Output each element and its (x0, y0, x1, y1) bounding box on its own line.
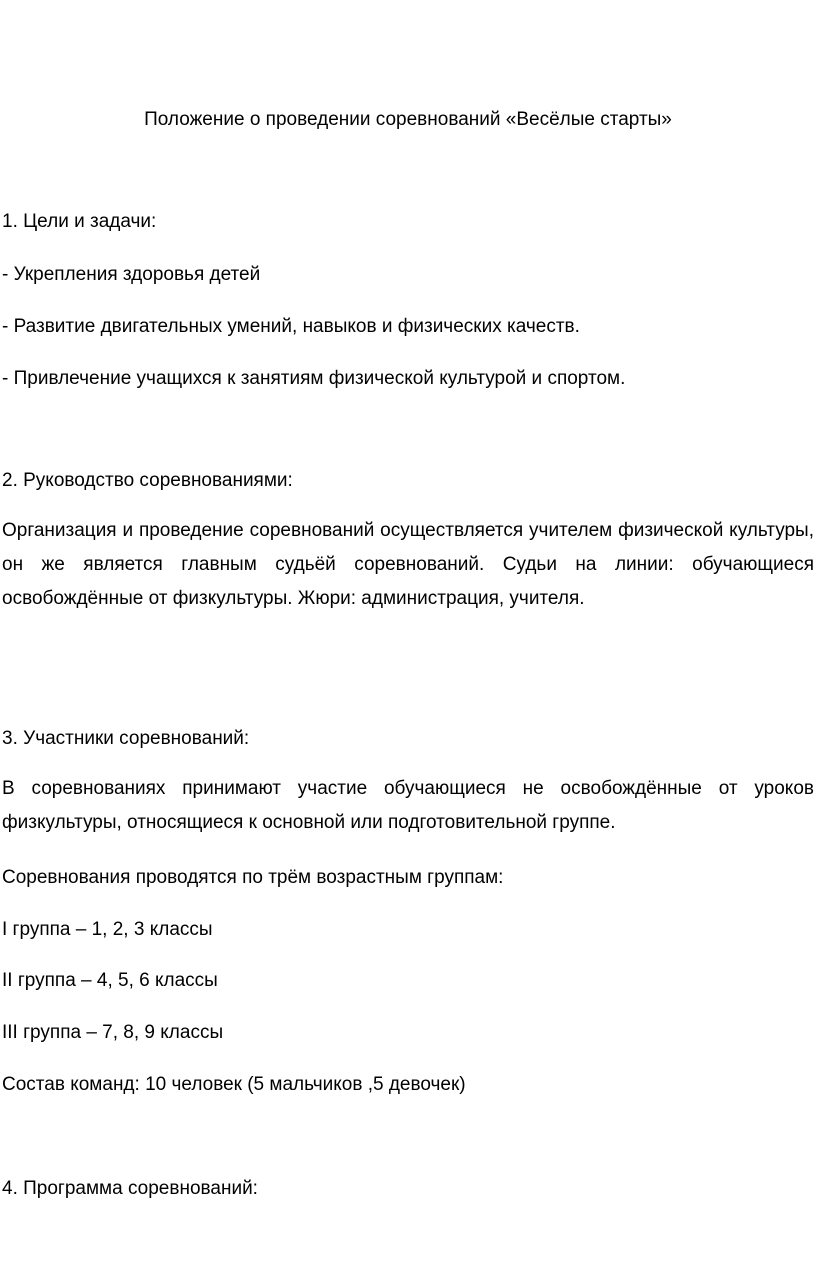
document-title: Положение о проведении соревнований «Весёлые старты» (144, 109, 672, 130)
goal-item: - Привлечение учащихся к занятиям физической культурой и спортом. (2, 368, 626, 389)
age-group-item: II группа – 4, 5, 6 классы (2, 970, 218, 991)
section-2-text: Организация и проведение соревнований осуществляется учителем физической культуры, он же является главным судьёй соревнований. Судьи на линии: обучающиеся освобождённые от физкультуры. Жюри: администрация, учителя. (2, 520, 814, 609)
team-composition: Состав команд: 10 человек (5 мальчиков ,5 девочек) (2, 1074, 466, 1095)
goal-item: - Укрепления здоровья детей (2, 264, 261, 285)
groups-intro: Соревнования проводятся по трём возрастным группам: (2, 867, 504, 888)
section-3-heading: 3. Участники соревнований: (2, 728, 250, 749)
section-1-heading: 1. Цели и задачи: (2, 211, 157, 232)
age-group-item: I группа – 1, 2, 3 классы (2, 919, 213, 940)
goal-item: - Развитие двигательных умений, навыков и физических качеств. (2, 316, 580, 337)
section-4-heading: 4. Программа соревнований: (2, 1178, 258, 1199)
age-group-item: III группа – 7, 8, 9 классы (2, 1022, 224, 1043)
section-2-heading: 2. Руководство соревнованиями: (2, 470, 293, 491)
section-3-text: В соревнованиях принимают участие обучающиеся не освобождённые от уроков физкультуры, относящиеся к основной или подготовительной группе. (2, 778, 814, 833)
